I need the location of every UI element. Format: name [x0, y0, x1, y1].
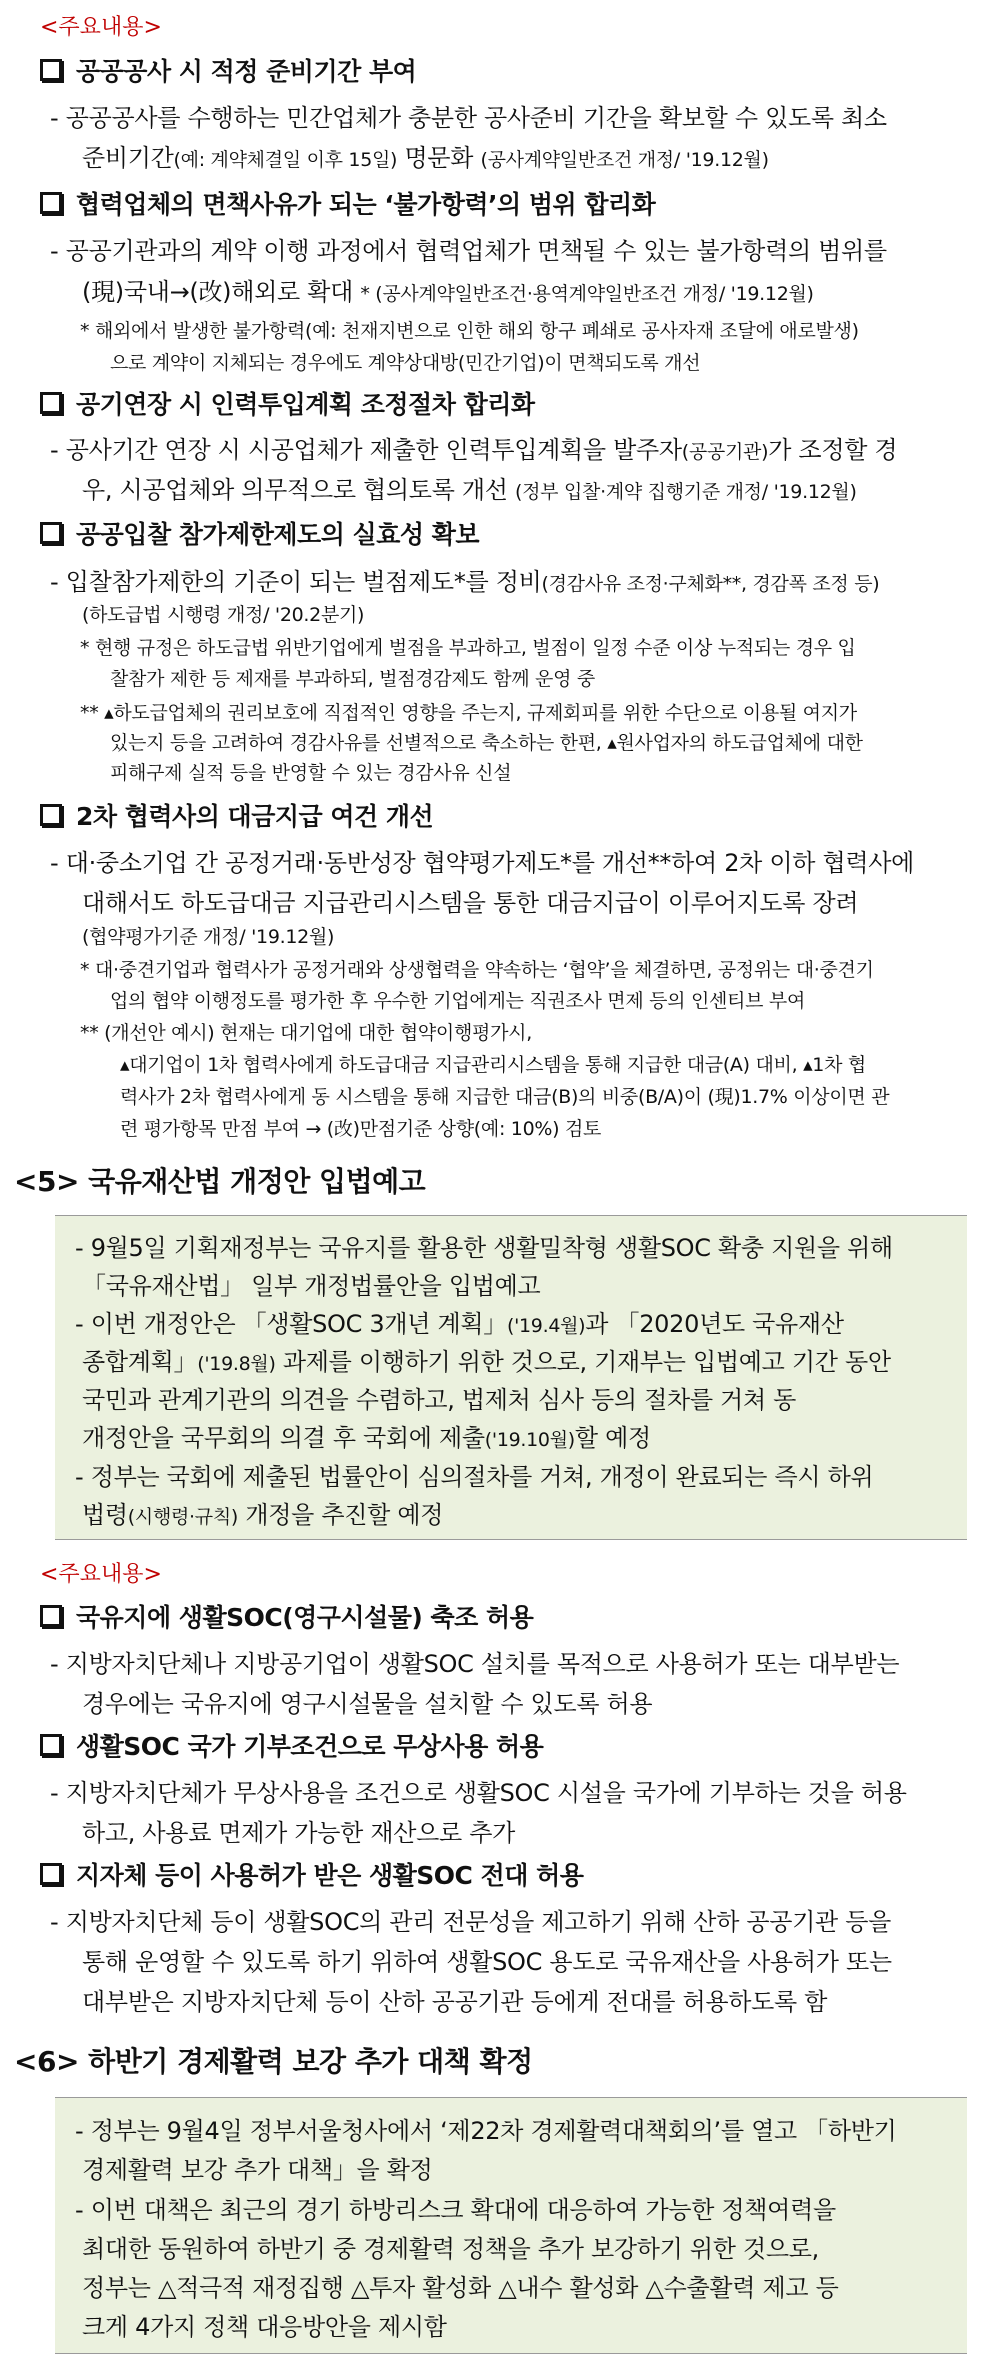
summary-line: - 9월5일 기획재정부는 국유지를 활용한 생활밀착형 생활SOC 확충 지원을 위해 — [75, 1234, 893, 1262]
body-line: - 공공기관과의 계약 이행 과정에서 협력업체가 면책될 수 있는 불가항력의 범위를 — [50, 237, 887, 265]
heading-sublease — [40, 1856, 583, 1892]
heading-free-use — [40, 1727, 543, 1763]
checkbox-bullet-icon — [40, 1734, 62, 1756]
footnote-line: ** ▴하도급업체의 권리보호에 직접적인 영향을 주는지, 규제회피를 위한 수단으로 이용될 여지가 — [80, 702, 857, 724]
body-line: (現)국내→(改)해외로 확대 * (공사계약일반조건·용역계약일반조건 개정/ '19.12월) — [82, 278, 814, 306]
body-line: - 지방자치단체 등이 생활SOC의 관리 전문성을 제고하기 위해 산하 공공기관 등을 — [50, 1908, 892, 1936]
checkbox-bullet-icon — [40, 804, 62, 826]
heading-manpower-plan — [40, 385, 535, 421]
heading-text: 공공입찰 참가제한제도의 실효성 확보 — [76, 520, 480, 549]
heading-text: 협력업체의 면책사유가 되는 ‘불가항력’의 범위 합리화 — [76, 190, 656, 219]
summary-line: - 정부는 국회에 제출된 법률안이 심의절차를 거쳐, 개정이 완료되는 즉시 하위 — [75, 1463, 874, 1491]
summary-line: 법령(시행령·규칙) 개정을 추진할 예정 — [82, 1501, 444, 1529]
body-line: - 지방자치단체나 지방공기업이 생활SOC 설치를 목적으로 사용허가 또는 대부받는 — [50, 1650, 900, 1678]
footnote-line: * 대·중견기업과 협력사가 공정거래와 상생협력을 약속하는 ‘협약’을 체결하면, 공정위는 대·중견기 — [80, 959, 874, 981]
main-content-label: <주요내용> — [40, 1562, 162, 1587]
heading-text: 공공공사 시 적정 준비기간 부여 — [76, 57, 417, 86]
body-line: - 입찰참가제한의 기준이 되는 벌점제도*를 정비(경감사유 조정·구체화**, 경감폭 조정 등) — [50, 568, 880, 596]
checkbox-bullet-icon — [40, 59, 62, 81]
body-line: (협약평가기준 개정/ '19.12월) — [82, 926, 335, 948]
summary-line: 최대한 동원하여 하반기 중 경제활력 정책을 추가 보강하기 위한 것으로, — [82, 2235, 819, 2263]
body-line: 우, 시공업체와 의무적으로 협의토록 개선 (정부 입찰·계약 집행기준 개정/ '19.12월) — [82, 476, 857, 504]
footnote-line: ** (개선안 예시) 현재는 대기업에 대한 협약이행평가시, — [80, 1022, 532, 1044]
summary-line: - 이번 대책은 최근의 경기 하방리스크 확대에 대응하여 가능한 정책여력을 — [75, 2196, 836, 2224]
summary-line: 국민과 관계기관의 의견을 수렴하고, 법제처 심사 등의 절차를 거쳐 동 — [82, 1386, 797, 1414]
footnote-line: 있는지 등을 고려하여 경감사유를 선별적으로 축소하는 한편, ▴원사업자의 하도급업체에 대한 — [110, 732, 863, 754]
heading-text: 2차 협력사의 대금지급 여건 개선 — [76, 802, 434, 831]
checkbox-bullet-icon — [40, 192, 62, 214]
heading-force-majeure — [40, 185, 655, 221]
summary-line: 「국유재산법」 일부 개정법률안을 입법예고 — [82, 1272, 541, 1300]
body-line: - 대·중소기업 간 공정거래·동반성장 협약평가제도*를 개선**하여 2차 이하 협력사에 — [50, 849, 915, 877]
body-line: 통해 운영할 수 있도록 하기 위하여 생활SOC 용도로 국유재산을 사용허가 또는 — [82, 1948, 892, 1976]
footnote-line: * 해외에서 발생한 불가항력(예: 천재지변으로 인한 해외 항구 폐쇄로 공사자재 조달에 애로발생) — [80, 320, 859, 342]
section-title: <6> 하반기 경제활력 보강 추가 대책 확정 — [14, 2045, 533, 2078]
body-line: - 공사기간 연장 시 시공업체가 제출한 인력투입계획을 발주자(공공기관)가 조정할 경 — [50, 436, 898, 464]
footnote-line: 찰참가 제한 등 제재를 부과하되, 벌점경감제도 함께 운영 중 — [110, 668, 595, 690]
heading-text: 생활SOC 국가 기부조건으로 무상사용 허용 — [76, 1732, 544, 1761]
body-line: 하고, 사용료 면제가 가능한 재산으로 추가 — [82, 1819, 516, 1847]
body-line: 대해서도 하도급대금 지급관리시스템을 통한 대금지급이 이루어지도록 장려 — [82, 889, 859, 917]
footnote-line: 으로 계약이 지체되는 경우에도 계약상대방(민간기업)이 면책되도록 개선 — [110, 352, 701, 374]
heading-text: 공기연장 시 인력투입계획 조정절차 합리화 — [76, 390, 535, 419]
footnote-line: ▴대기업이 1차 협력사에게 하도급대금 지급관리시스템을 통해 지급한 대금(A) 대비, ▴1차 협 — [120, 1054, 866, 1076]
footnote-line: 력사가 2차 협력사에게 동 시스템을 통해 지급한 대금(B)의 비중(B/A)이 (現)1.7% 이상이면 관 — [120, 1086, 890, 1108]
body-line: 준비기간(예: 계약체결일 이후 15일) 명문화 (공사계약일반조건 개정/ '19.12월) — [82, 144, 769, 172]
footnote-line: 련 평가항목 만점 부여 → (改)만점기준 상향(예: 10%) 검토 — [120, 1118, 602, 1140]
body-line: 경우에는 국유지에 영구시설물을 설치할 수 있도록 허용 — [82, 1690, 653, 1718]
body-line: 대부받은 지방자치단체 등이 산하 공공기관 등에게 전대를 허용하도록 함 — [82, 1988, 828, 2016]
summary-line: - 정부는 9월4일 정부서울청사에서 ‘제22차 경제활력대책회의’를 열고 「하반기 — [75, 2117, 897, 2145]
summary-line: 정부는 △적극적 재정집행 △투자 활성화 △내수 활성화 △수출활력 제고 등 — [82, 2274, 839, 2302]
checkbox-bullet-icon — [40, 392, 62, 414]
summary-line: 크게 4가지 정책 대응방안을 제시함 — [82, 2313, 447, 2341]
heading-text: 지자체 등이 사용허가 받은 생활SOC 전대 허용 — [76, 1861, 584, 1890]
summary-line: 종합계획」('19.8월) 과제를 이행하기 위한 것으로, 기재부는 입법예고 기간 동안 — [82, 1348, 891, 1376]
summary-line: 개정안을 국무회의 의결 후 국회에 제출('19.10월)할 예정 — [82, 1424, 651, 1452]
checkbox-bullet-icon — [40, 1863, 62, 1885]
main-content-label: <주요내용> — [40, 15, 162, 40]
section-title: <5> 국유재산법 개정안 입법예고 — [14, 1165, 426, 1198]
heading-text: 국유지에 생활SOC(영구시설물) 축조 허용 — [76, 1603, 534, 1632]
body-line: (하도급법 시행령 개정/ '20.2분기) — [82, 604, 365, 626]
body-line: - 지방자치단체가 무상사용을 조건으로 생활SOC 시설을 국가에 기부하는 것을 허용 — [50, 1779, 907, 1807]
heading-prep-period — [40, 52, 416, 88]
summary-line: 경제활력 보강 추가 대책」을 확정 — [82, 2156, 433, 2184]
heading-payment-conditions — [40, 797, 433, 833]
footnote-line: 피해구제 실적 등을 반영할 수 있는 경감사유 신설 — [110, 762, 512, 784]
footnote-line: * 현행 규정은 하도급법 위반기업에게 벌점을 부과하고, 벌점이 일정 수준 이상 누적되는 경우 입 — [80, 637, 856, 659]
summary-line: - 이번 개정안은 「생활SOC 3개년 계획」('19.4월)과 「2020년도 국유재산 — [75, 1310, 844, 1338]
checkbox-bullet-icon — [40, 1605, 62, 1627]
heading-bid-restriction — [40, 515, 479, 551]
body-line: - 공공공사를 수행하는 민간업체가 충분한 공사준비 기간을 확보할 수 있도록 최소 — [50, 104, 887, 132]
heading-permanent-facility — [40, 1598, 533, 1634]
footnote-line: 업의 협약 이행정도를 평가한 후 우수한 기업에게는 직권조사 면제 등의 인센티브 부여 — [110, 990, 806, 1012]
checkbox-bullet-icon — [40, 522, 62, 544]
